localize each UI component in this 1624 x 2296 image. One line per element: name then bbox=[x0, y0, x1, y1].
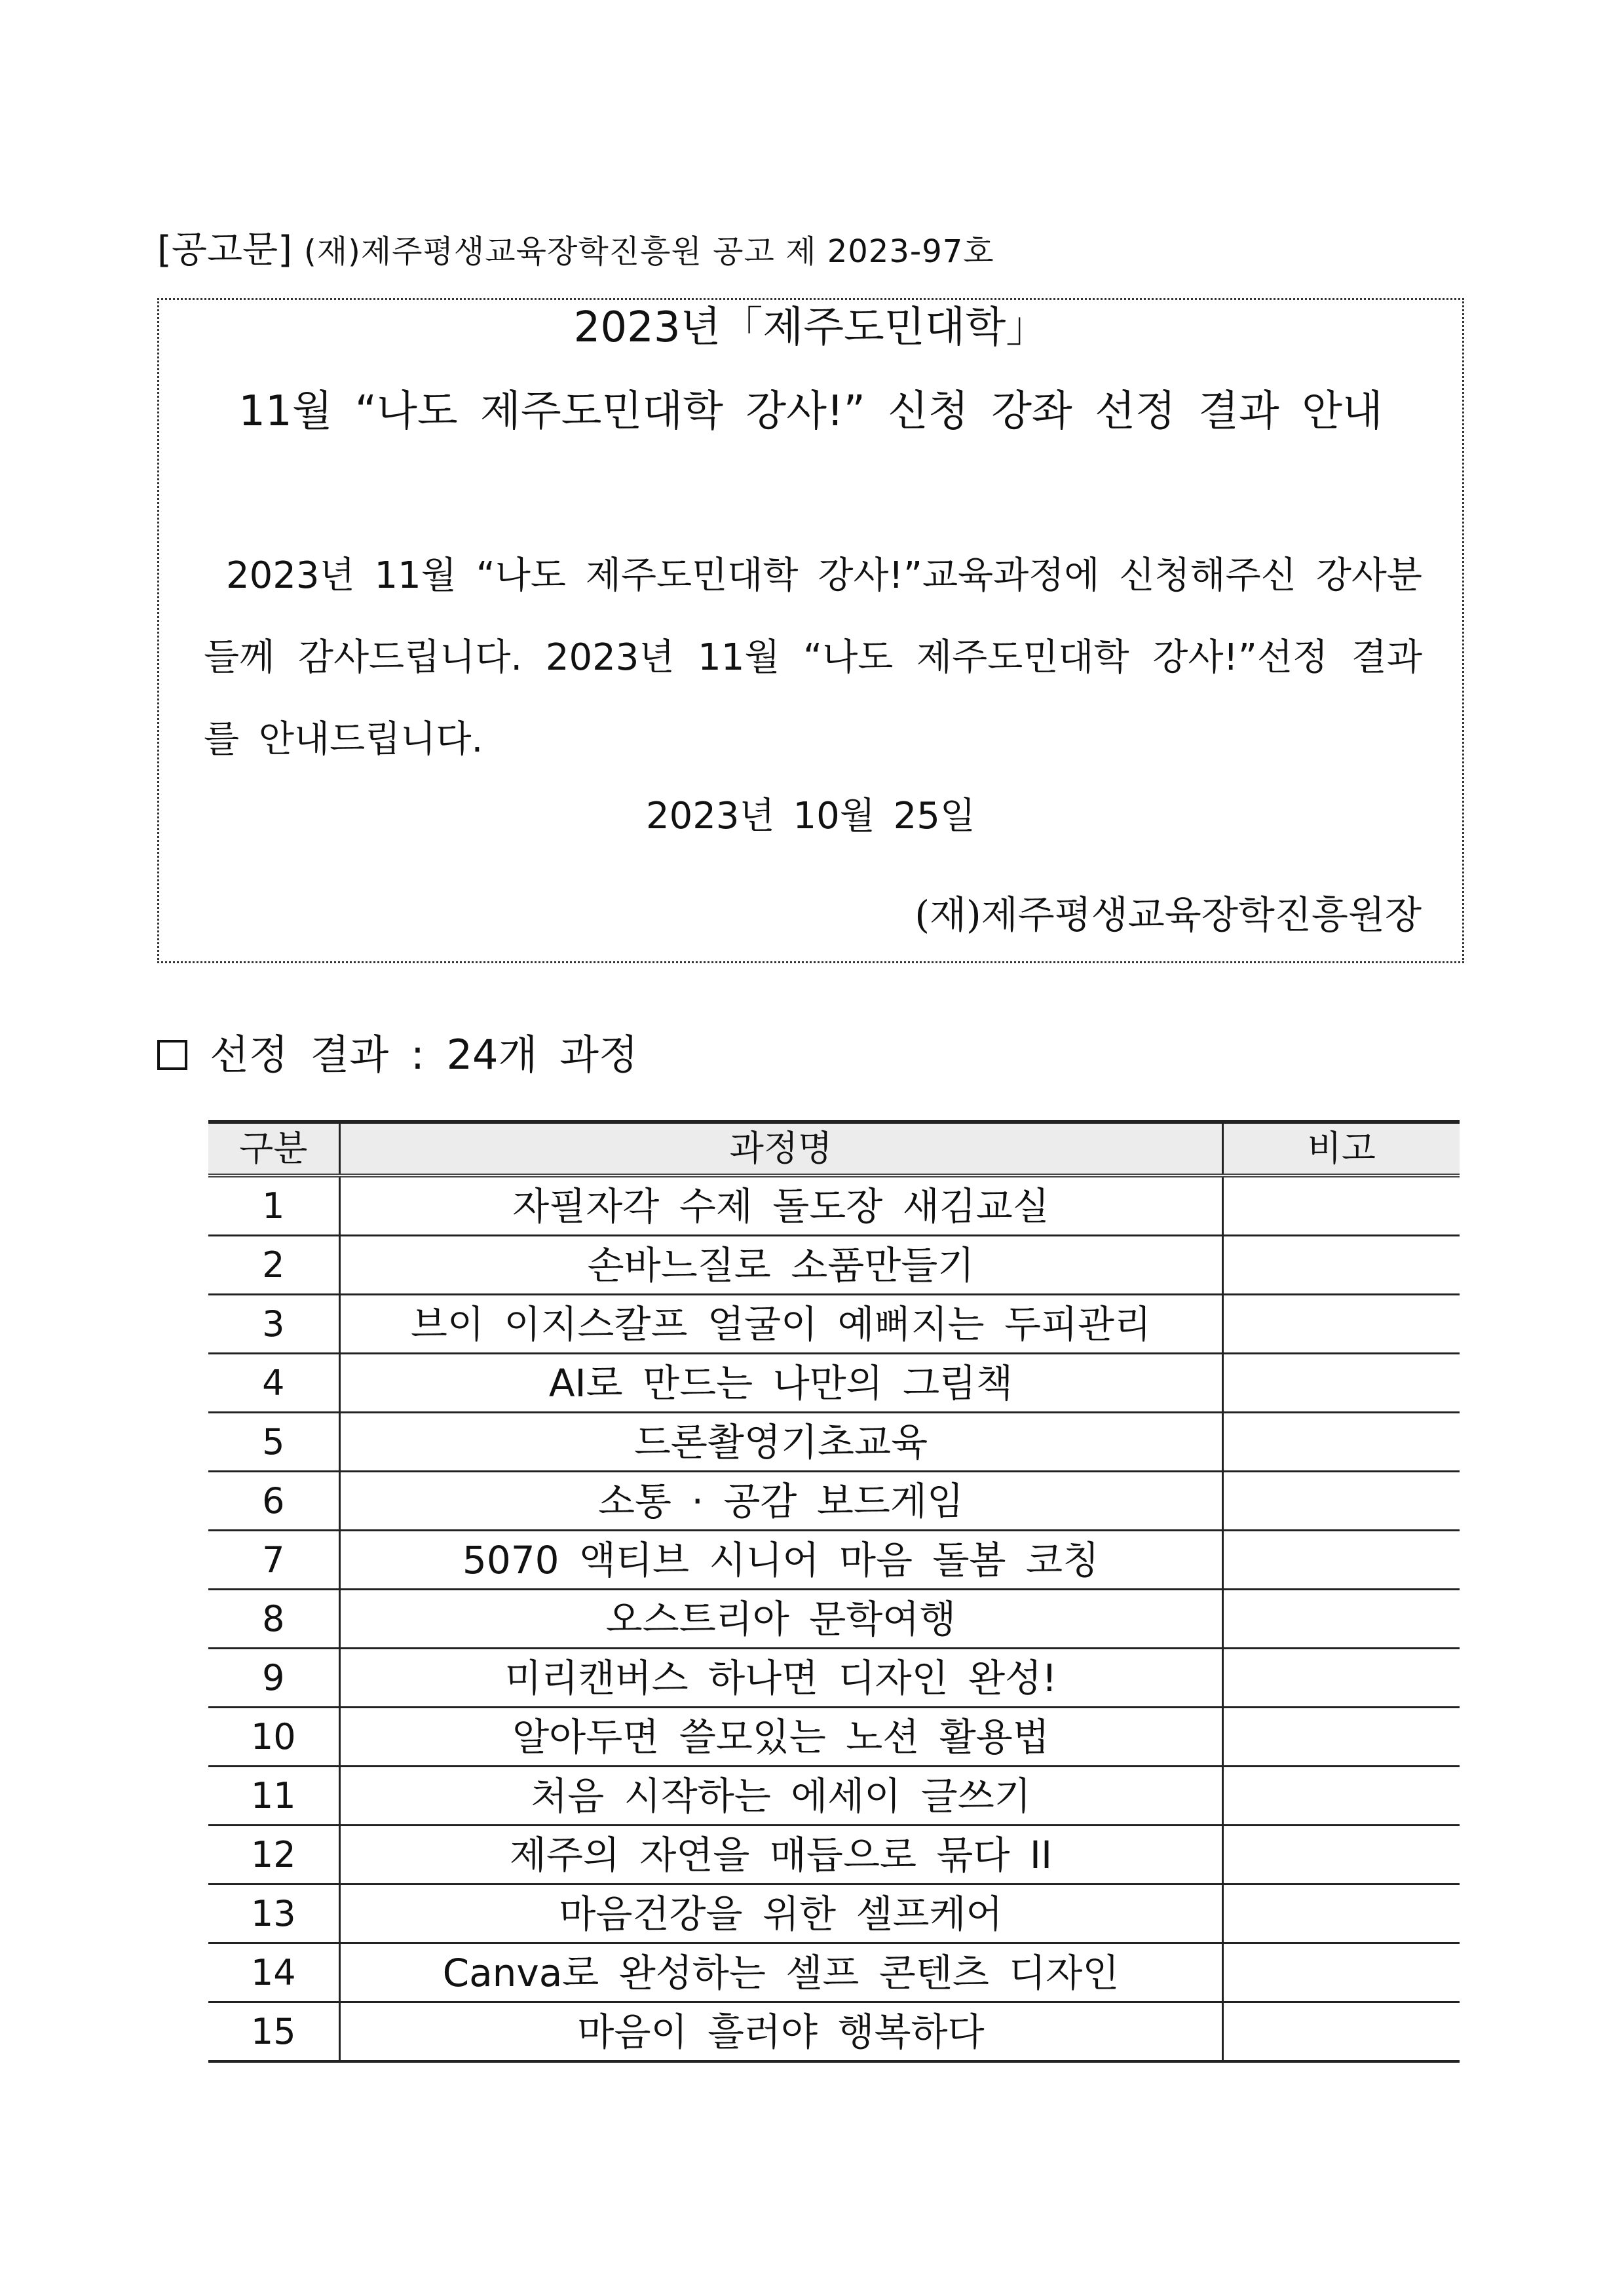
row-note bbox=[1222, 1472, 1460, 1531]
table-row bbox=[208, 1531, 1460, 1590]
course-name: 처음 시작하는 에세이 글쓰기 bbox=[339, 1767, 1222, 1826]
row-note bbox=[1222, 1826, 1460, 1885]
course-name: Canva로 완성하는 셀프 콘텐츠 디자인 bbox=[339, 1943, 1222, 2002]
row-number: 12 bbox=[208, 1826, 339, 1885]
table-row bbox=[208, 1649, 1460, 1708]
notice-title-line1: 2023년「제주도민대학」 bbox=[573, 303, 1048, 352]
course-name: 손바느질로 소품만들기 bbox=[339, 1236, 1222, 1295]
course-name: 오스트리아 문학여행 bbox=[339, 1590, 1222, 1649]
table-row bbox=[208, 1472, 1460, 1531]
row-number: 10 bbox=[208, 1708, 339, 1767]
course-name: 소통 · 공감 보드게임 bbox=[339, 1472, 1222, 1531]
table-header-row bbox=[208, 1122, 1460, 1176]
table-row bbox=[208, 1413, 1460, 1472]
row-number: 5 bbox=[208, 1413, 339, 1472]
notice-title-line2: 11월 “나도 제주도민대학 강사!” 신청 강좌 선정 결과 안내 bbox=[238, 387, 1383, 436]
row-note bbox=[1222, 2002, 1460, 2062]
row-note bbox=[1222, 1236, 1460, 1295]
row-note bbox=[1222, 1767, 1460, 1826]
course-name: 미리캔버스 하나면 디자인 완성! bbox=[339, 1649, 1222, 1708]
row-number: 9 bbox=[208, 1649, 339, 1708]
row-number: 1 bbox=[208, 1176, 339, 1236]
row-note bbox=[1222, 1943, 1460, 2002]
row-number: 3 bbox=[208, 1295, 339, 1354]
notice-header bbox=[157, 231, 994, 270]
table-row bbox=[208, 1236, 1460, 1295]
table-row bbox=[208, 1885, 1460, 1943]
course-name: AI로 만드는 나만의 그림책 bbox=[339, 1354, 1222, 1413]
course-name: 브이 이지스칼프 얼굴이 예뻐지는 두피관리 bbox=[339, 1295, 1222, 1354]
course-name: 마음건강을 위한 셀프케어 bbox=[339, 1885, 1222, 1943]
course-name: 드론촬영기초교육 bbox=[339, 1413, 1222, 1472]
course-name: 자필자각 수제 돌도장 새김교실 bbox=[339, 1176, 1222, 1236]
notice-number: (재)제주평생교육장학진흥원 공고 제 2023-97호 bbox=[303, 233, 994, 270]
row-note bbox=[1222, 1649, 1460, 1708]
row-number: 2 bbox=[208, 1236, 339, 1295]
column-header-no: 구분 bbox=[208, 1122, 339, 1176]
row-number: 11 bbox=[208, 1767, 339, 1826]
row-number: 13 bbox=[208, 1885, 339, 1943]
table-row bbox=[208, 1354, 1460, 1413]
row-note bbox=[1222, 1176, 1460, 1236]
row-note bbox=[1222, 1413, 1460, 1472]
notice-box bbox=[157, 298, 1464, 963]
result-table bbox=[208, 1120, 1460, 2063]
row-number: 6 bbox=[208, 1472, 339, 1531]
table-row bbox=[208, 2002, 1460, 2062]
row-note bbox=[1222, 1590, 1460, 1649]
notice-label: [공고문] bbox=[157, 229, 292, 271]
course-name: 제주의 자연을 매듭으로 묶다 II bbox=[339, 1826, 1222, 1885]
notice-date: 2023년 10월 25일 bbox=[646, 795, 975, 837]
table-row bbox=[208, 1708, 1460, 1767]
table-row bbox=[208, 1295, 1460, 1354]
course-name: 마음이 흘러야 행복하다 bbox=[339, 2002, 1222, 2062]
row-note bbox=[1222, 1708, 1460, 1767]
row-number: 4 bbox=[208, 1354, 339, 1413]
table-row bbox=[208, 1176, 1460, 1236]
course-name: 5070 액티브 시니어 마음 돌봄 코칭 bbox=[339, 1531, 1222, 1590]
table-row bbox=[208, 1943, 1460, 2002]
course-name: 알아두면 쓸모있는 노션 활용법 bbox=[339, 1708, 1222, 1767]
section-heading-text: 선정 결과 : 24개 과정 bbox=[210, 1031, 638, 1079]
notice-organization: (재)제주평생교육장학진흥원장 bbox=[915, 892, 1422, 937]
table-row bbox=[208, 1767, 1460, 1826]
section-heading bbox=[157, 1025, 638, 1084]
row-note bbox=[1222, 1531, 1460, 1590]
row-note bbox=[1222, 1354, 1460, 1413]
table-row bbox=[208, 1590, 1460, 1649]
row-number: 15 bbox=[208, 2002, 339, 2062]
notice-body: 2023년 11월 “나도 제주도민대학 강사!”교육과정에 신청해주신 강사분들께 감사드립니다. 2023년 11월 “나도 제주도민대학 강사!”선정 결과를 안내드립니다. bbox=[204, 554, 1422, 761]
row-note bbox=[1222, 1885, 1460, 1943]
checkbox-icon bbox=[157, 1040, 187, 1070]
row-number: 7 bbox=[208, 1531, 339, 1590]
row-number: 8 bbox=[208, 1590, 339, 1649]
row-note bbox=[1222, 1295, 1460, 1354]
table-row bbox=[208, 1826, 1460, 1885]
column-header-note: 비고 bbox=[1222, 1122, 1460, 1176]
column-header-name: 과정명 bbox=[339, 1122, 1222, 1176]
row-number: 14 bbox=[208, 1943, 339, 2002]
